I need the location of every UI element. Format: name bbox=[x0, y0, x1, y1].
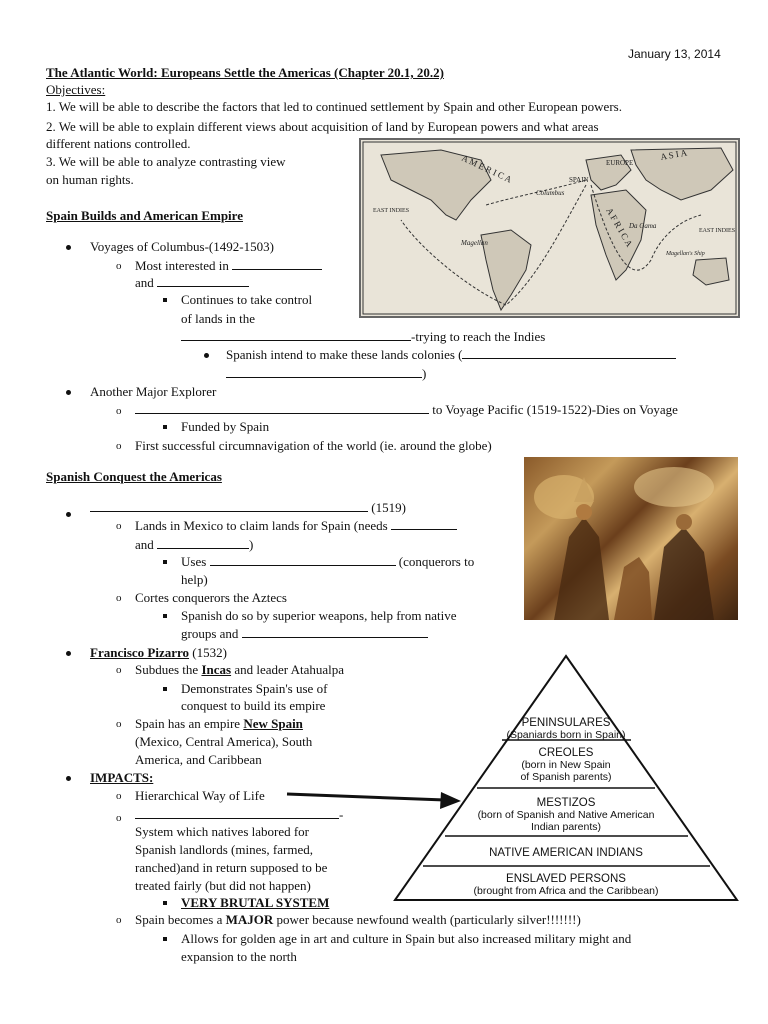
map-label-east-indies-left: EAST INDIES bbox=[373, 208, 410, 214]
cortes-line bbox=[90, 500, 406, 516]
golden-age-text: Allows for golden age in art and culture in Spain but also increased military might and bbox=[181, 931, 632, 946]
bullet-square bbox=[163, 687, 167, 691]
blank-field bbox=[135, 402, 429, 414]
hierarchical-text: Hierarchical Way of Life bbox=[135, 788, 265, 803]
section-heading-spain-builds: Spain Builds and American Empire bbox=[46, 208, 243, 223]
bullet-circle: o bbox=[116, 718, 122, 730]
trying-text: -trying to reach the Indies bbox=[411, 329, 546, 344]
peninsulares-title: PENINSULARES bbox=[521, 717, 611, 729]
first-circumnavigation: First successful circumnavigation of the world (ie. around the globe) bbox=[135, 438, 492, 453]
pizarro-name: Francisco Pizarro bbox=[90, 645, 190, 660]
impacts-heading: IMPACTS: bbox=[90, 770, 154, 785]
system-text-a: System which natives labored for bbox=[135, 824, 310, 839]
bullet-circle: o bbox=[116, 440, 122, 452]
empire-line bbox=[135, 716, 303, 732]
blank-field bbox=[391, 518, 457, 530]
bullet-circle: o bbox=[116, 790, 122, 802]
world-map-image bbox=[359, 138, 740, 318]
pizarro-year: (1532) bbox=[189, 645, 227, 660]
and-line bbox=[135, 275, 249, 291]
page-title: The Atlantic World: Europeans Settle the Americas (Chapter 20.1, 20.2) bbox=[46, 65, 444, 80]
bullet-circle: o bbox=[116, 664, 122, 676]
major-text-b: MAJOR bbox=[225, 912, 274, 927]
blank-field bbox=[157, 537, 249, 549]
subdues-text-b: and leader Atahualpa bbox=[231, 662, 345, 677]
bullet-circle: o bbox=[116, 260, 122, 272]
bullet-circle: o bbox=[116, 592, 122, 604]
australia-shape bbox=[693, 258, 729, 285]
another-explorer: Another Major Explorer bbox=[90, 384, 217, 399]
mestizos-title: MESTIZOS bbox=[536, 797, 596, 809]
continues-text: Continues to take control bbox=[181, 292, 313, 307]
blank-field bbox=[232, 258, 322, 270]
objective-2-cont: different nations controlled. bbox=[46, 136, 191, 151]
help-text: help) bbox=[181, 572, 208, 587]
pyramid-level-native-american bbox=[393, 847, 739, 859]
subdues-line bbox=[135, 662, 344, 678]
empire-text-b: (Mexico, Central America), South bbox=[135, 734, 313, 749]
continues-text-cont: of lands in the bbox=[181, 311, 256, 326]
system-text-d: treated fairly (but did not happen) bbox=[135, 878, 311, 893]
map-label-east-indies-right: EAST INDIES bbox=[699, 228, 736, 234]
objective-1: 1. We will be able to describe the factors that led to continued settlement by Spain and other European powers. bbox=[46, 99, 622, 114]
objectives-heading: Objectives: bbox=[46, 82, 106, 97]
year-1519: (1519) bbox=[371, 500, 406, 515]
most-interested-line bbox=[135, 258, 322, 274]
bullet-dot bbox=[204, 353, 209, 358]
world-map-drawing bbox=[361, 140, 738, 316]
trying-line bbox=[181, 329, 545, 345]
bullet-square bbox=[163, 901, 167, 905]
bullet-circle: o bbox=[116, 914, 122, 926]
objective-3: 3. We will be able to analyze contrasting view bbox=[46, 154, 286, 169]
map-label-columbus: Columbus bbox=[536, 189, 565, 197]
bullet-circle: o bbox=[116, 520, 122, 532]
very-brutal-system: VERY BRUTAL SYSTEM bbox=[181, 895, 330, 910]
subdues-text-a: Subdues the bbox=[135, 662, 202, 677]
and-text: and bbox=[135, 275, 154, 290]
blank-field bbox=[157, 275, 249, 287]
voyages-of-columbus: Voyages of Columbus-(1492-1503) bbox=[90, 239, 274, 254]
bullet-circle: o bbox=[116, 812, 122, 824]
uses-line bbox=[181, 554, 474, 570]
conquerors-text: (conquerors to bbox=[398, 554, 475, 569]
empire-text-c: America, and Caribbean bbox=[135, 752, 262, 767]
painting-drawing bbox=[524, 457, 738, 620]
blank-field bbox=[135, 807, 339, 819]
uses-text: Uses bbox=[181, 554, 207, 569]
map-label-spain: SPAIN bbox=[569, 176, 589, 184]
bullet-dot bbox=[66, 651, 71, 656]
native-american-title: NATIVE AMERICAN INDIANS bbox=[489, 847, 643, 859]
section-heading-spanish-conquest: Spanish Conquest the Americas bbox=[46, 469, 222, 484]
cortes-aztecs: Cortes conquerors the Aztecs bbox=[135, 590, 287, 605]
bullet-square bbox=[163, 298, 167, 302]
map-label-magellan: Magellan bbox=[461, 239, 488, 247]
and-text-2: and bbox=[135, 537, 154, 552]
encomienda-line bbox=[135, 807, 343, 823]
peninsulares-sub: (Spaniards born in Spain) bbox=[506, 729, 626, 741]
funded-by-spain: Funded by Spain bbox=[181, 419, 270, 434]
system-text-b: Spanish landlords (mines, farmed, bbox=[135, 842, 313, 857]
colonies-line-2 bbox=[226, 366, 426, 382]
pyramid-level-peninsulares bbox=[393, 717, 739, 741]
social-pyramid bbox=[393, 654, 739, 904]
colonies-line bbox=[226, 347, 676, 363]
lands-mexico-text: Lands in Mexico to claim lands for Spain (needs bbox=[135, 518, 388, 533]
mestizos-sub-1: (born of Spanish and Native American bbox=[477, 809, 655, 821]
blank-field bbox=[226, 366, 422, 378]
major-text-a: Spain becomes a bbox=[135, 912, 226, 927]
voyage-pacific-text: to Voyage Pacific (1519-1522)-Dies on Voyage bbox=[432, 402, 678, 417]
bullet-dot bbox=[66, 776, 71, 781]
map-label-europe: EUROPE bbox=[606, 159, 634, 167]
conquest-painting-image bbox=[524, 457, 738, 620]
enslaved-sub: (brought from Africa and the Caribbean) bbox=[473, 885, 659, 897]
blank-field bbox=[242, 626, 428, 638]
map-label-magellans-ship: Magellan's Ship bbox=[666, 251, 705, 257]
incas-text: Incas bbox=[201, 662, 232, 677]
pyramid-level-creoles bbox=[393, 747, 739, 783]
bullet-square bbox=[163, 560, 167, 564]
map-label-america: A M E R I C A bbox=[460, 152, 514, 185]
golden-age-text-cont: expansion to the north bbox=[181, 949, 297, 964]
system-text-c: ranched)and in return supposed to be bbox=[135, 860, 328, 875]
most-interested-text: Most interested in bbox=[135, 258, 229, 273]
major-text-c: power because newfound wealth (particularly silver!!!!!!!) bbox=[273, 912, 581, 927]
creoles-sub-1: (born in New Spain bbox=[521, 759, 611, 771]
bullet-dot bbox=[66, 512, 71, 517]
pizarro-line bbox=[90, 645, 227, 661]
pyramid-level-mestizos bbox=[393, 797, 739, 833]
voyage-pacific-line bbox=[135, 402, 678, 418]
bullet-square bbox=[163, 614, 167, 618]
mestizos-sub-2: Indian parents) bbox=[530, 821, 602, 833]
groups-and-line bbox=[181, 626, 428, 642]
close-paren-2: ) bbox=[249, 537, 254, 552]
and-line-2 bbox=[135, 537, 253, 553]
colonies-text: Spanish intend to make these lands colonies ( bbox=[226, 347, 463, 362]
bullet-square bbox=[163, 425, 167, 429]
close-paren: ) bbox=[422, 366, 427, 381]
empire-text-a: Spain has an empire bbox=[135, 716, 244, 731]
groups-and-text: groups and bbox=[181, 626, 239, 641]
lands-mexico-line bbox=[135, 518, 457, 534]
map-label-africa: A F R I C A bbox=[604, 206, 635, 249]
dash-text: - bbox=[339, 807, 344, 822]
map-label-da-gama: Da Gama bbox=[629, 222, 657, 230]
blank-field bbox=[210, 554, 396, 566]
demonstrates-text: Demonstrates Spain's use of bbox=[181, 681, 328, 696]
demonstrates-text-cont: conquest to build its empire bbox=[181, 698, 326, 713]
map-label-asia: A S I A bbox=[659, 147, 688, 162]
creoles-sub-2: of Spanish parents) bbox=[520, 771, 612, 783]
blank-field bbox=[462, 347, 676, 359]
bullet-square bbox=[163, 937, 167, 941]
objective-2: 2. We will be able to explain different views about acquisition of land by European powers and what areas bbox=[46, 119, 599, 134]
creoles-title: CREOLES bbox=[538, 747, 594, 759]
pyramid-level-enslaved bbox=[393, 873, 739, 897]
blank-field bbox=[90, 500, 368, 512]
blank-field bbox=[181, 329, 411, 341]
date: January 13, 2014 bbox=[628, 47, 721, 61]
objective-3-cont: on human rights. bbox=[46, 172, 134, 187]
bullet-circle: o bbox=[116, 405, 122, 417]
bullet-dot bbox=[66, 390, 71, 395]
enslaved-title: ENSLAVED PERSONS bbox=[506, 873, 626, 885]
major-power-line bbox=[135, 912, 581, 928]
new-spain-text: New Spain bbox=[243, 716, 303, 731]
south-america-shape bbox=[481, 230, 531, 310]
superior-weapons: Spanish do so by superior weapons, help from native bbox=[181, 608, 457, 623]
bullet-dot bbox=[66, 245, 71, 250]
